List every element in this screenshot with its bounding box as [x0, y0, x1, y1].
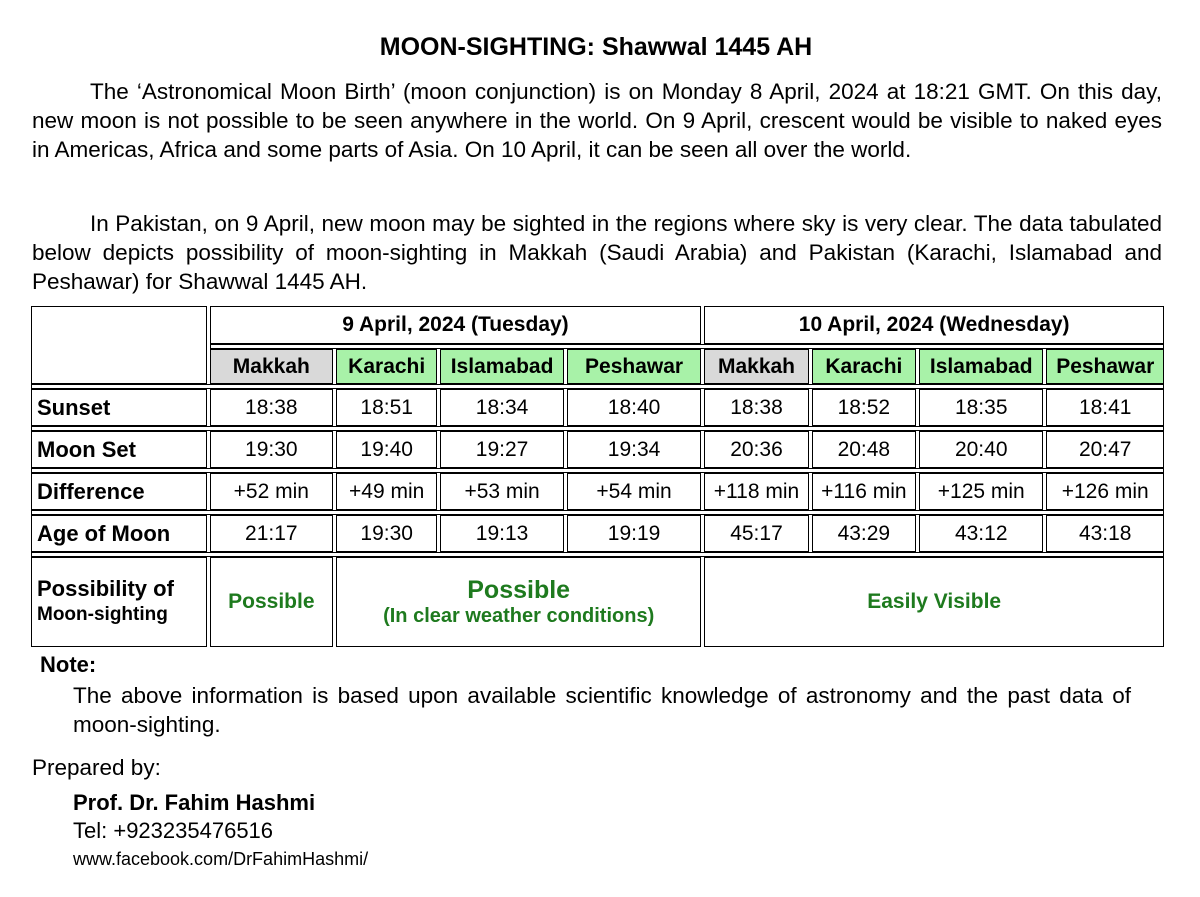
table-cell: +52 min [210, 473, 333, 510]
table-cell: 18:41 [1046, 389, 1164, 426]
table-cell: 18:38 [704, 389, 808, 426]
table-cell: 19:30 [210, 431, 333, 468]
possibility-all-10-april: Easily Visible [704, 557, 1164, 647]
table-cell: +116 min [812, 473, 916, 510]
pakistan-paragraph [32, 209, 1162, 296]
table-cell: 19:19 [567, 515, 702, 552]
row-label-possibility [31, 557, 207, 647]
city-header-karachi: Karachi [336, 349, 437, 384]
table-cell: 18:51 [336, 389, 437, 426]
city-header-peshawar: Peshawar [567, 349, 702, 384]
table-cell: 19:27 [440, 431, 563, 468]
table-cell: 43:29 [812, 515, 916, 552]
table-cell: 20:36 [704, 431, 808, 468]
table-row [31, 473, 1164, 510]
table-cell: +53 min [440, 473, 563, 510]
possibility-pakistan-9-note: (In clear weather conditions) [383, 605, 655, 627]
city-header-islamabad: Islamabad [440, 349, 563, 384]
table-cell: 20:48 [812, 431, 916, 468]
row-label-age-of-moon: Age of Moon [31, 515, 207, 552]
intro-text: The ‘Astronomical Moon Birth’ (moon conjunction) is on Monday 8 April, 2024 at 18:21 GMT. On this day, new moon is not possible to be seen anywhere in the world. On 9 April, crescent would be visible to naked eyes in Americas, Africa and some parts of Asia. On 10 April, it can be seen all over the world. [32, 79, 1162, 162]
possibility-makkah-9-april: Possible [210, 557, 333, 647]
table-cell: 18:52 [812, 389, 916, 426]
author-name: Prof. Dr. Fahim Hashmi [73, 790, 316, 815]
pakistan-text: In Pakistan, on 9 April, new moon may be sighted in the regions where sky is very clear. The data tabulated below depicts possibility of moon-sighting in Makkah (Saudi Arabia) and Pakistan (Karachi, Islamabad and Peshawar) for Shawwal 1445 AH. [32, 211, 1162, 294]
table-cell: 19:34 [567, 431, 702, 468]
table-cell: 20:40 [919, 431, 1043, 468]
city-header-karachi: Karachi [812, 349, 916, 384]
table-cell: +126 min [1046, 473, 1164, 510]
author-website: www.facebook.com/DrFahimHashmi/ [73, 849, 369, 869]
possibility-pakistan-9-april [336, 557, 701, 647]
row-label-difference: Difference [31, 473, 207, 510]
table-cell: +118 min [704, 473, 808, 510]
table-cell: 19:13 [440, 515, 563, 552]
intro-paragraph [32, 77, 1162, 164]
table-row [31, 431, 1164, 468]
table-cell: 19:40 [336, 431, 437, 468]
author-telephone: Tel: +923235476516 [73, 818, 274, 843]
table-cell: 19:30 [336, 515, 437, 552]
table-cell: 18:35 [919, 389, 1043, 426]
table-cell: 43:18 [1046, 515, 1164, 552]
possibility-label-line1: Possibility of [37, 576, 174, 601]
table-cell: 43:12 [919, 515, 1043, 552]
corner-cell [31, 306, 207, 384]
possibility-label-line2: Moon-sighting [37, 604, 168, 625]
table-row [31, 389, 1164, 426]
date-header-9-april: 9 April, 2024 (Tuesday) [210, 306, 702, 344]
city-header-islamabad: Islamabad [919, 349, 1043, 384]
city-header-makkah: Makkah [704, 349, 808, 384]
city-header-peshawar: Peshawar [1046, 349, 1164, 384]
possibility-pakistan-9-text: Possible [467, 576, 571, 604]
table-cell: 18:40 [567, 389, 702, 426]
possibility-row [31, 557, 1164, 647]
city-header-makkah: Makkah [210, 349, 333, 384]
table-cell: 20:47 [1046, 431, 1164, 468]
date-header-10-april: 10 April, 2024 (Wednesday) [704, 306, 1164, 344]
table-cell: +49 min [336, 473, 437, 510]
note-heading: Note: [40, 652, 97, 677]
note-text: The above information is based upon available scientific knowledge of astronomy and the past data of moon-sighting. [73, 683, 1131, 737]
table-cell: +54 min [567, 473, 702, 510]
moon-sighting-table [31, 306, 1164, 647]
table-cell: 45:17 [704, 515, 808, 552]
table-row [31, 515, 1164, 552]
row-label-sunset: Sunset [31, 389, 207, 426]
table-cell: 18:38 [210, 389, 333, 426]
table-cell: 21:17 [210, 515, 333, 552]
page-title: MOON-SIGHTING: Shawwal 1445 AH [379, 33, 813, 61]
prepared-by-label: Prepared by: [32, 755, 161, 780]
row-label-moon-set: Moon Set [31, 431, 207, 468]
table-cell: 18:34 [440, 389, 563, 426]
table-cell: +125 min [919, 473, 1043, 510]
